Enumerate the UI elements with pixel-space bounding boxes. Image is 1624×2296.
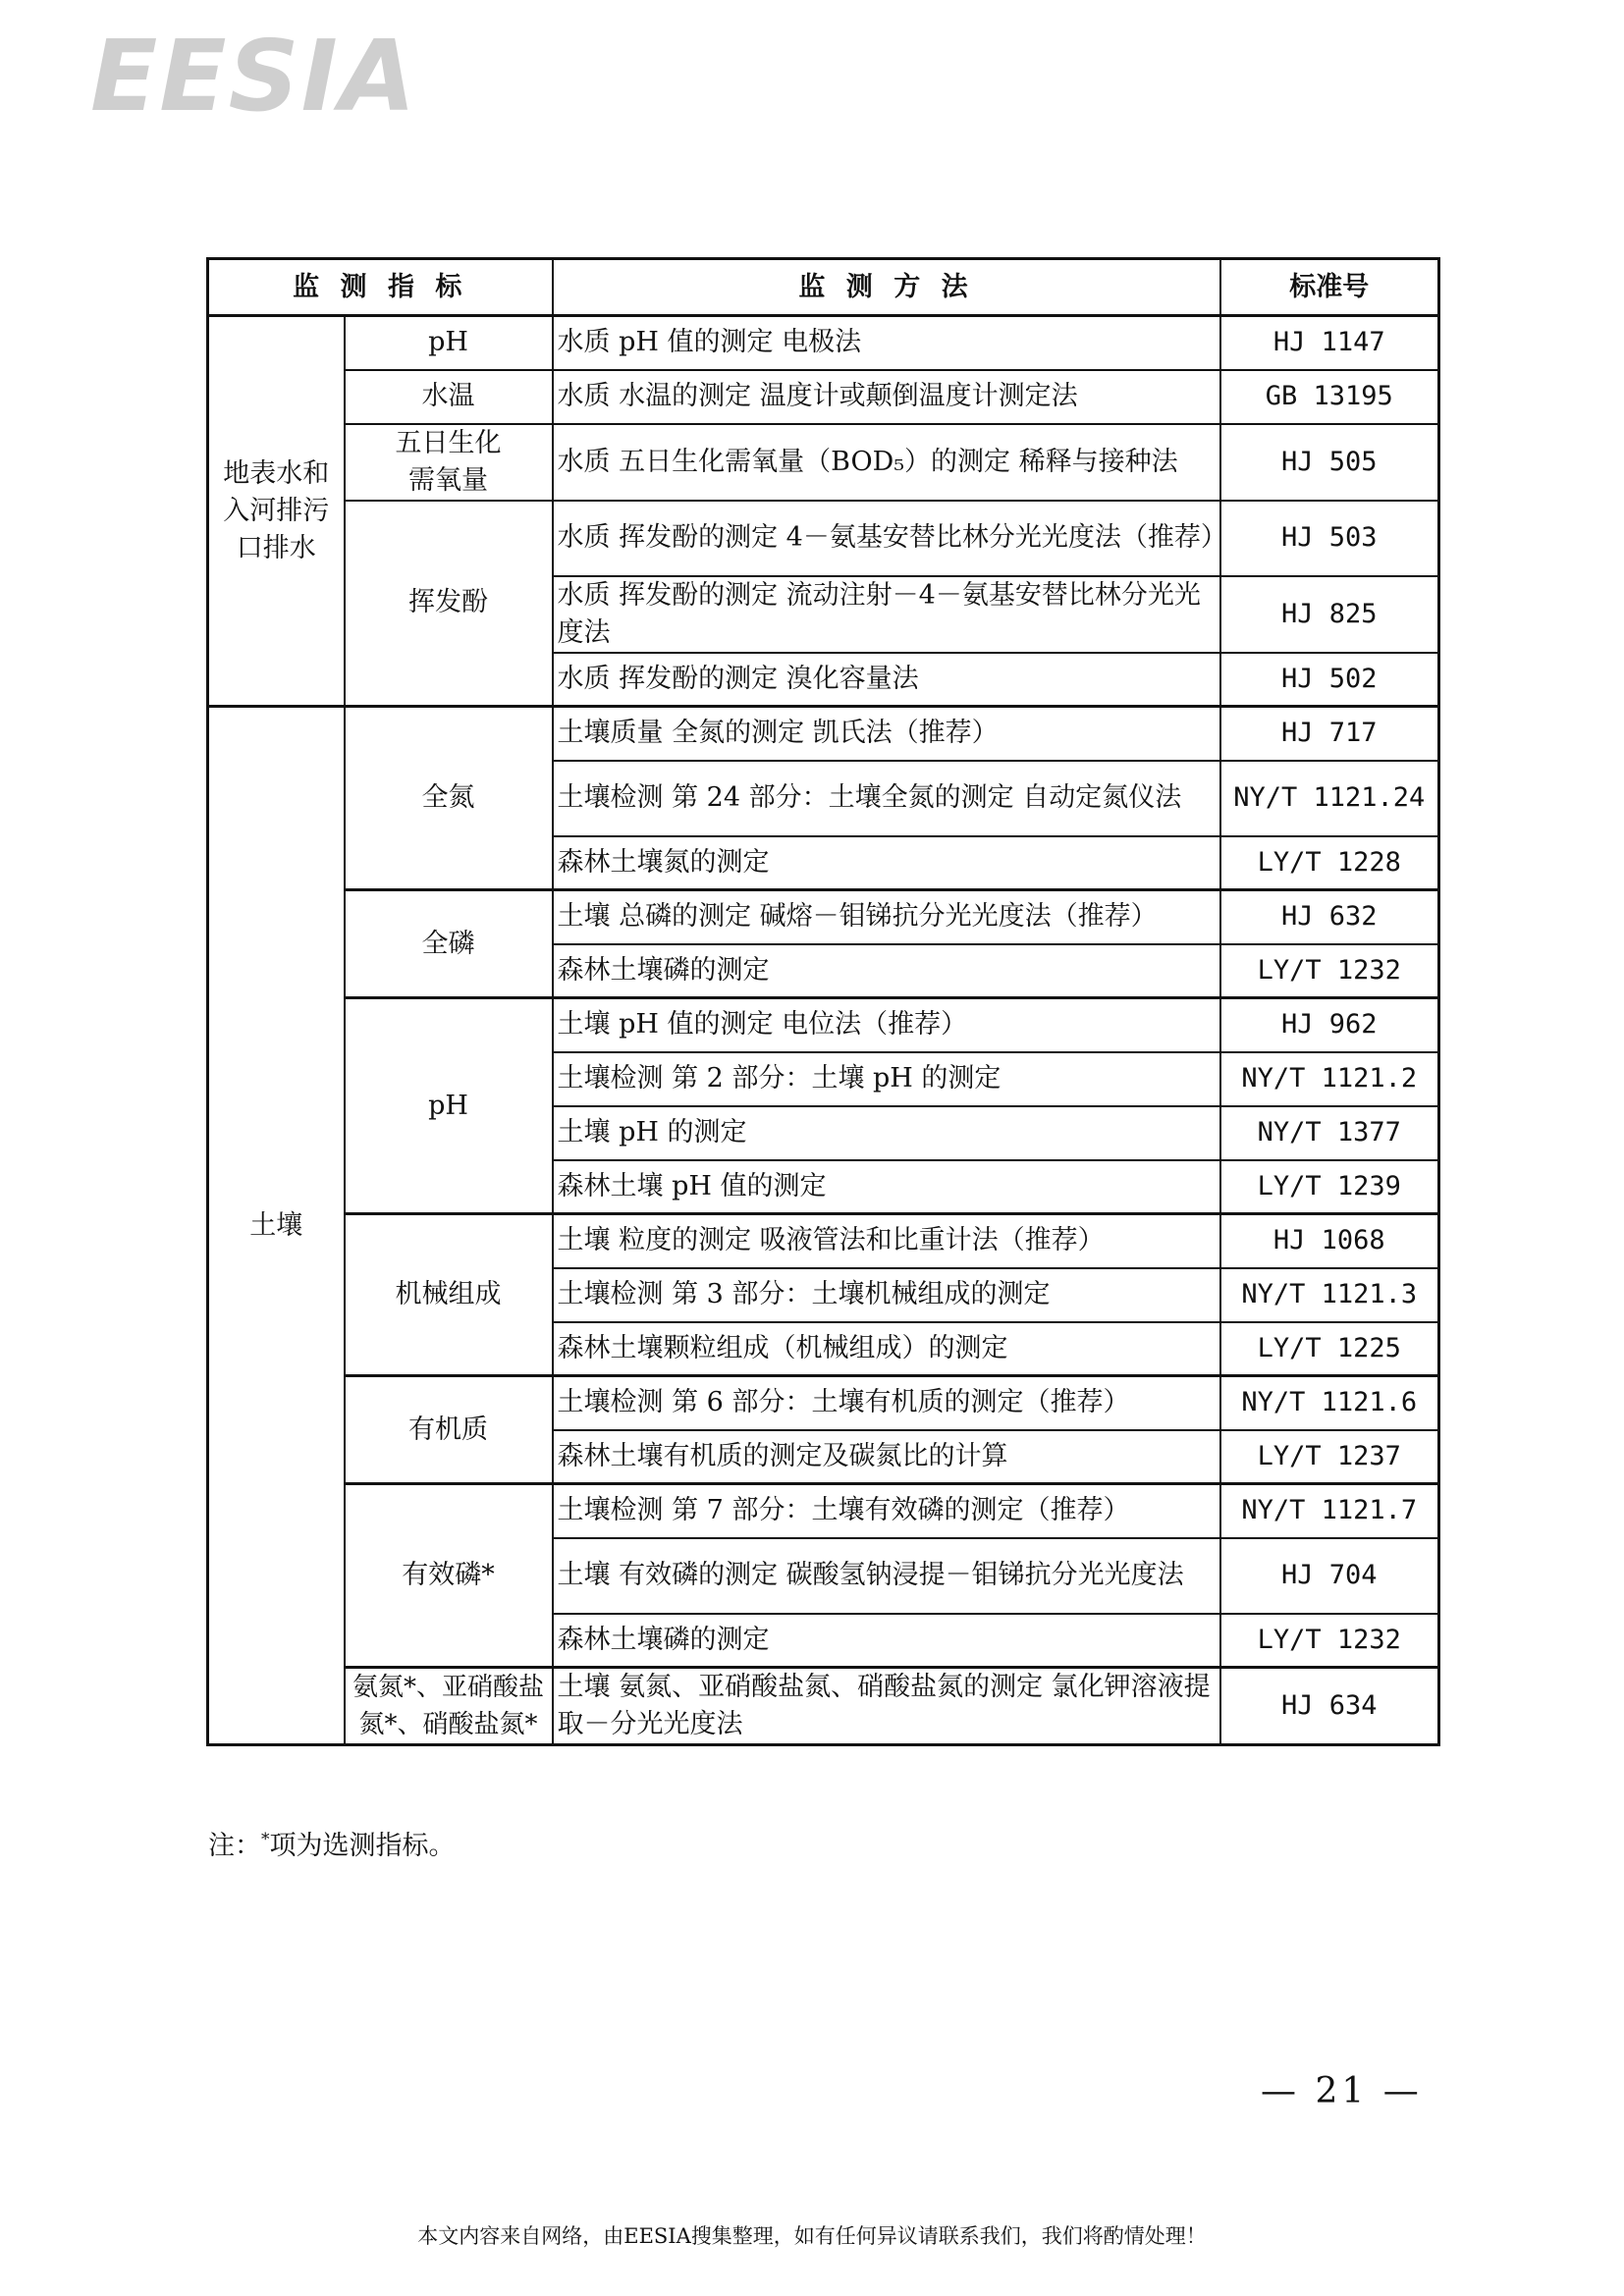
standard-cell: HJ 1068: [1220, 1214, 1439, 1268]
standard-cell: LY/T 1239: [1220, 1160, 1439, 1214]
standard-cell: GB 13195: [1220, 370, 1439, 424]
standard-cell: NY/T 1121.3: [1220, 1268, 1439, 1322]
standard-cell: HJ 632: [1220, 890, 1439, 944]
table-row: [208, 707, 1439, 761]
method-cell: 森林土壤氮的测定: [553, 836, 1220, 890]
method-cell: 森林土壤磷的测定: [553, 1614, 1220, 1668]
method-cell: 森林土壤 pH 值的测定: [553, 1160, 1220, 1214]
header-standard: 标准号: [1220, 259, 1439, 316]
note-mark: *: [261, 1830, 270, 1849]
table-row: [208, 890, 1439, 944]
table-row: [208, 1484, 1439, 1538]
standard-cell: LY/T 1232: [1220, 944, 1439, 998]
table-row: [208, 501, 1439, 576]
standard-cell: HJ 962: [1220, 998, 1439, 1052]
standard-cell: NY/T 1121.6: [1220, 1376, 1439, 1430]
method-cell: 土壤检测 第 7 部分：土壤有效磷的测定（推荐）: [553, 1484, 1220, 1538]
indicator-cell: 全磷: [345, 890, 553, 998]
table-row: [208, 424, 1439, 501]
indicator-cell: 水温: [345, 370, 553, 424]
method-cell: 土壤检测 第 2 部分：土壤 pH 的测定: [553, 1052, 1220, 1106]
monitoring-standards-table: [206, 257, 1440, 1746]
table-row: [208, 998, 1439, 1052]
standard-cell: HJ 505: [1220, 424, 1439, 501]
method-cell: 土壤质量 全氮的测定 凯氏法（推荐）: [553, 707, 1220, 761]
footer-disclaimer: 本文内容来自网络，由EESIA搜集整理，如有任何异议请联系我们，我们将酌情处理！: [417, 2224, 1207, 2248]
method-cell: 森林土壤颗粒组成（机械组成）的测定: [553, 1322, 1220, 1376]
table-row: [208, 1376, 1439, 1430]
method-cell: 土壤 有效磷的测定 碳酸氢钠浸提－钼锑抗分光光度法: [553, 1538, 1220, 1614]
standard-cell: LY/T 1225: [1220, 1322, 1439, 1376]
category-cell: 地表水和入河排污口排水: [208, 316, 345, 707]
table-row: [208, 1214, 1439, 1268]
method-cell: 土壤 总磷的测定 碱熔－钼锑抗分光光度法（推荐）: [553, 890, 1220, 944]
indicator-cell: 挥发酚: [345, 501, 553, 707]
eesia-logo: EESIA: [90, 19, 418, 133]
standard-cell: NY/T 1121.2: [1220, 1052, 1439, 1106]
table-row: [208, 370, 1439, 424]
method-cell: 水质 挥发酚的测定 流动注射－4－氨基安替比林分光光度法: [553, 576, 1220, 653]
indicator-cell: 有效磷*: [345, 1484, 553, 1668]
table-note: [208, 1824, 456, 1862]
note-prefix: 注：: [208, 1831, 261, 1861]
standard-cell: HJ 502: [1220, 653, 1439, 707]
standard-cell: HJ 825: [1220, 576, 1439, 653]
standard-cell: LY/T 1232: [1220, 1614, 1439, 1668]
standard-cell: NY/T 1121.7: [1220, 1484, 1439, 1538]
standard-cell: HJ 717: [1220, 707, 1439, 761]
standard-cell: HJ 1147: [1220, 316, 1439, 370]
indicator-cell: 全氮: [345, 707, 553, 890]
standard-cell: HJ 704: [1220, 1538, 1439, 1614]
indicator-cell: 氨氮*、亚硝酸盐氮*、硝酸盐氮*: [345, 1668, 553, 1745]
category-cell: 土壤: [208, 707, 345, 1745]
indicator-cell: 五日生化需氧量: [345, 424, 553, 501]
table-row: [208, 316, 1439, 370]
standard-cell: LY/T 1228: [1220, 836, 1439, 890]
method-cell: 水质 pH 值的测定 电极法: [553, 316, 1220, 370]
method-cell: 水质 挥发酚的测定 溴化容量法: [553, 653, 1220, 707]
standard-cell: NY/T 1377: [1220, 1106, 1439, 1160]
method-cell: 土壤 pH 值的测定 电位法（推荐）: [553, 998, 1220, 1052]
method-cell: 土壤检测 第 6 部分：土壤有机质的测定（推荐）: [553, 1376, 1220, 1430]
indicator-cell: pH: [345, 998, 553, 1214]
header-method: 监 测 方 法: [553, 259, 1220, 316]
method-cell: 水质 挥发酚的测定 4－氨基安替比林分光光度法（推荐）: [553, 501, 1220, 576]
indicator-cell: 有机质: [345, 1376, 553, 1484]
method-cell: 土壤检测 第 3 部分：土壤机械组成的测定: [553, 1268, 1220, 1322]
method-cell: 森林土壤磷的测定: [553, 944, 1220, 998]
table-row: [208, 1668, 1439, 1745]
note-text: 项为选测指标。: [269, 1831, 456, 1861]
method-cell: 土壤 氨氮、亚硝酸盐氮、硝酸盐氮的测定 氯化钾溶液提取－分光光度法: [553, 1668, 1220, 1745]
standard-cell: HJ 634: [1220, 1668, 1439, 1745]
table-header-row: [208, 259, 1439, 316]
standard-cell: LY/T 1237: [1220, 1430, 1439, 1484]
method-cell: 水质 五日生化需氧量（BOD₅）的测定 稀释与接种法: [553, 424, 1220, 501]
method-cell: 土壤 pH 的测定: [553, 1106, 1220, 1160]
method-cell: 水质 水温的测定 温度计或颠倒温度计测定法: [553, 370, 1220, 424]
page-number: — 21 —: [1261, 2071, 1423, 2111]
header-indicator: 监 测 指 标: [208, 259, 553, 316]
method-cell: 土壤检测 第 24 部分：土壤全氮的测定 自动定氮仪法: [553, 761, 1220, 836]
method-cell: 土壤 粒度的测定 吸液管法和比重计法（推荐）: [553, 1214, 1220, 1268]
method-cell: 森林土壤有机质的测定及碳氮比的计算: [553, 1430, 1220, 1484]
indicator-cell: 机械组成: [345, 1214, 553, 1376]
standard-cell: HJ 503: [1220, 501, 1439, 576]
indicator-cell: pH: [345, 316, 553, 370]
standard-cell: NY/T 1121.24: [1220, 761, 1439, 836]
